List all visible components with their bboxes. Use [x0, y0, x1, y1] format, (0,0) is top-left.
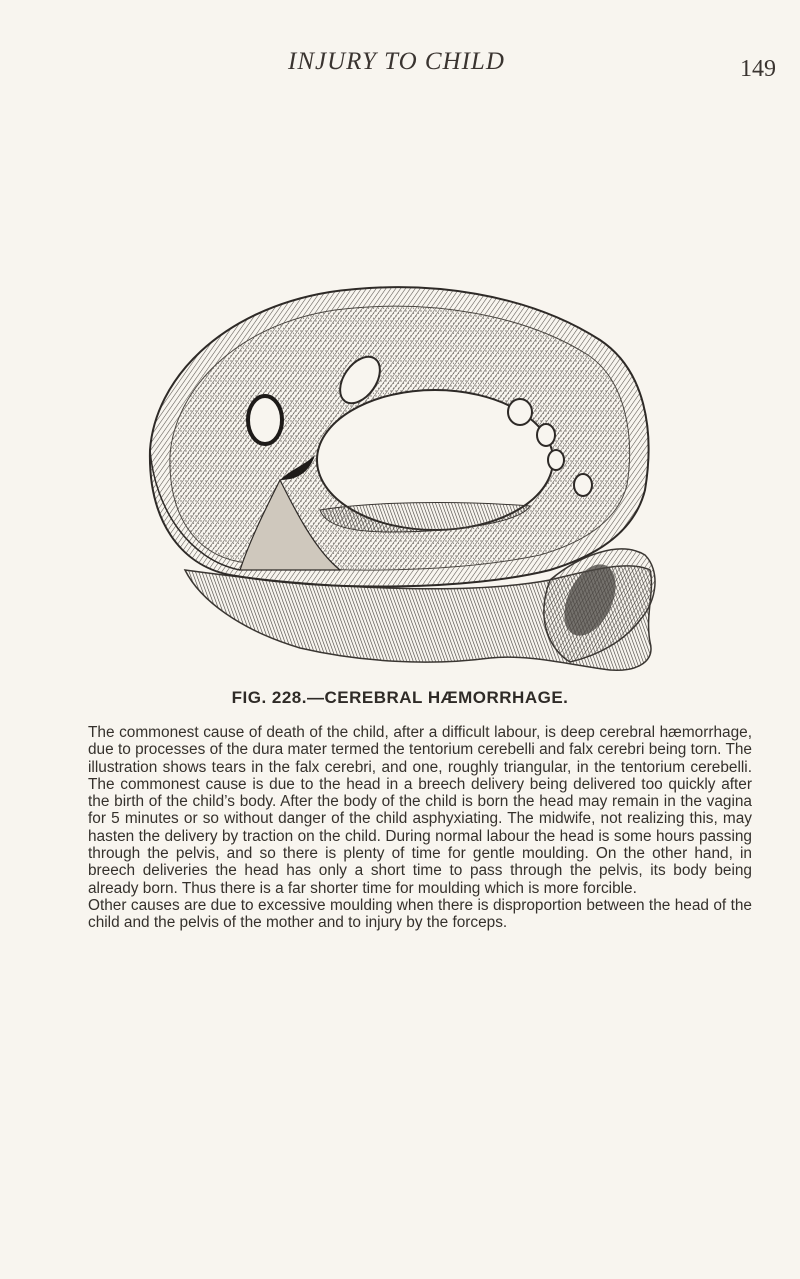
falx-tear-small-1: [508, 399, 532, 425]
page-number: 149: [740, 56, 776, 82]
cerebral-haemorrhage-illustration: [130, 270, 670, 680]
paragraph: Other causes are due to excessive moulding when there is disproportion between the head of the child and the pelvis of the mother and to injury by the forceps.: [88, 896, 752, 932]
falx-tear-small-2: [537, 424, 555, 446]
running-title: INJURY TO CHILD: [288, 48, 505, 75]
falx-tear-small-4: [574, 474, 592, 496]
paragraph: The commonest cause of death of the child, after a difficult labour, is deep cerebral hæmorrhage, due to processes of the dura mater termed the tentorium cerebelli and falx cerebri being torn. The illustration shows tears in the falx cerebri, and one, roughly triangular, in the tentorium cerebelli. The commonest cause is due to the head in a breech delivery being delivered too quickly after the birth of the child’s body. After the body of the child is born the head may remain in the vagina for 5 minutes or so without danger of the child asphyxiating. The midwife, not realizing this, may hasten the delivery by traction on the child. During normal labour the head is some hours passing through the pelvis, and so there is plenty of time for gentle moulding. On the other hand, in breech deliveries the head has only a short time to pass through the pelvis, its body being already born. Thus there is a far shorter time for moulding which is more forcible.: [88, 724, 752, 897]
falx-tear-small-3: [548, 450, 564, 470]
body-text: [88, 724, 752, 932]
figure-caption: FIG. 228.—CEREBRAL HÆMORRHAGE.: [231, 688, 569, 707]
falx-tear-left: [248, 396, 282, 444]
